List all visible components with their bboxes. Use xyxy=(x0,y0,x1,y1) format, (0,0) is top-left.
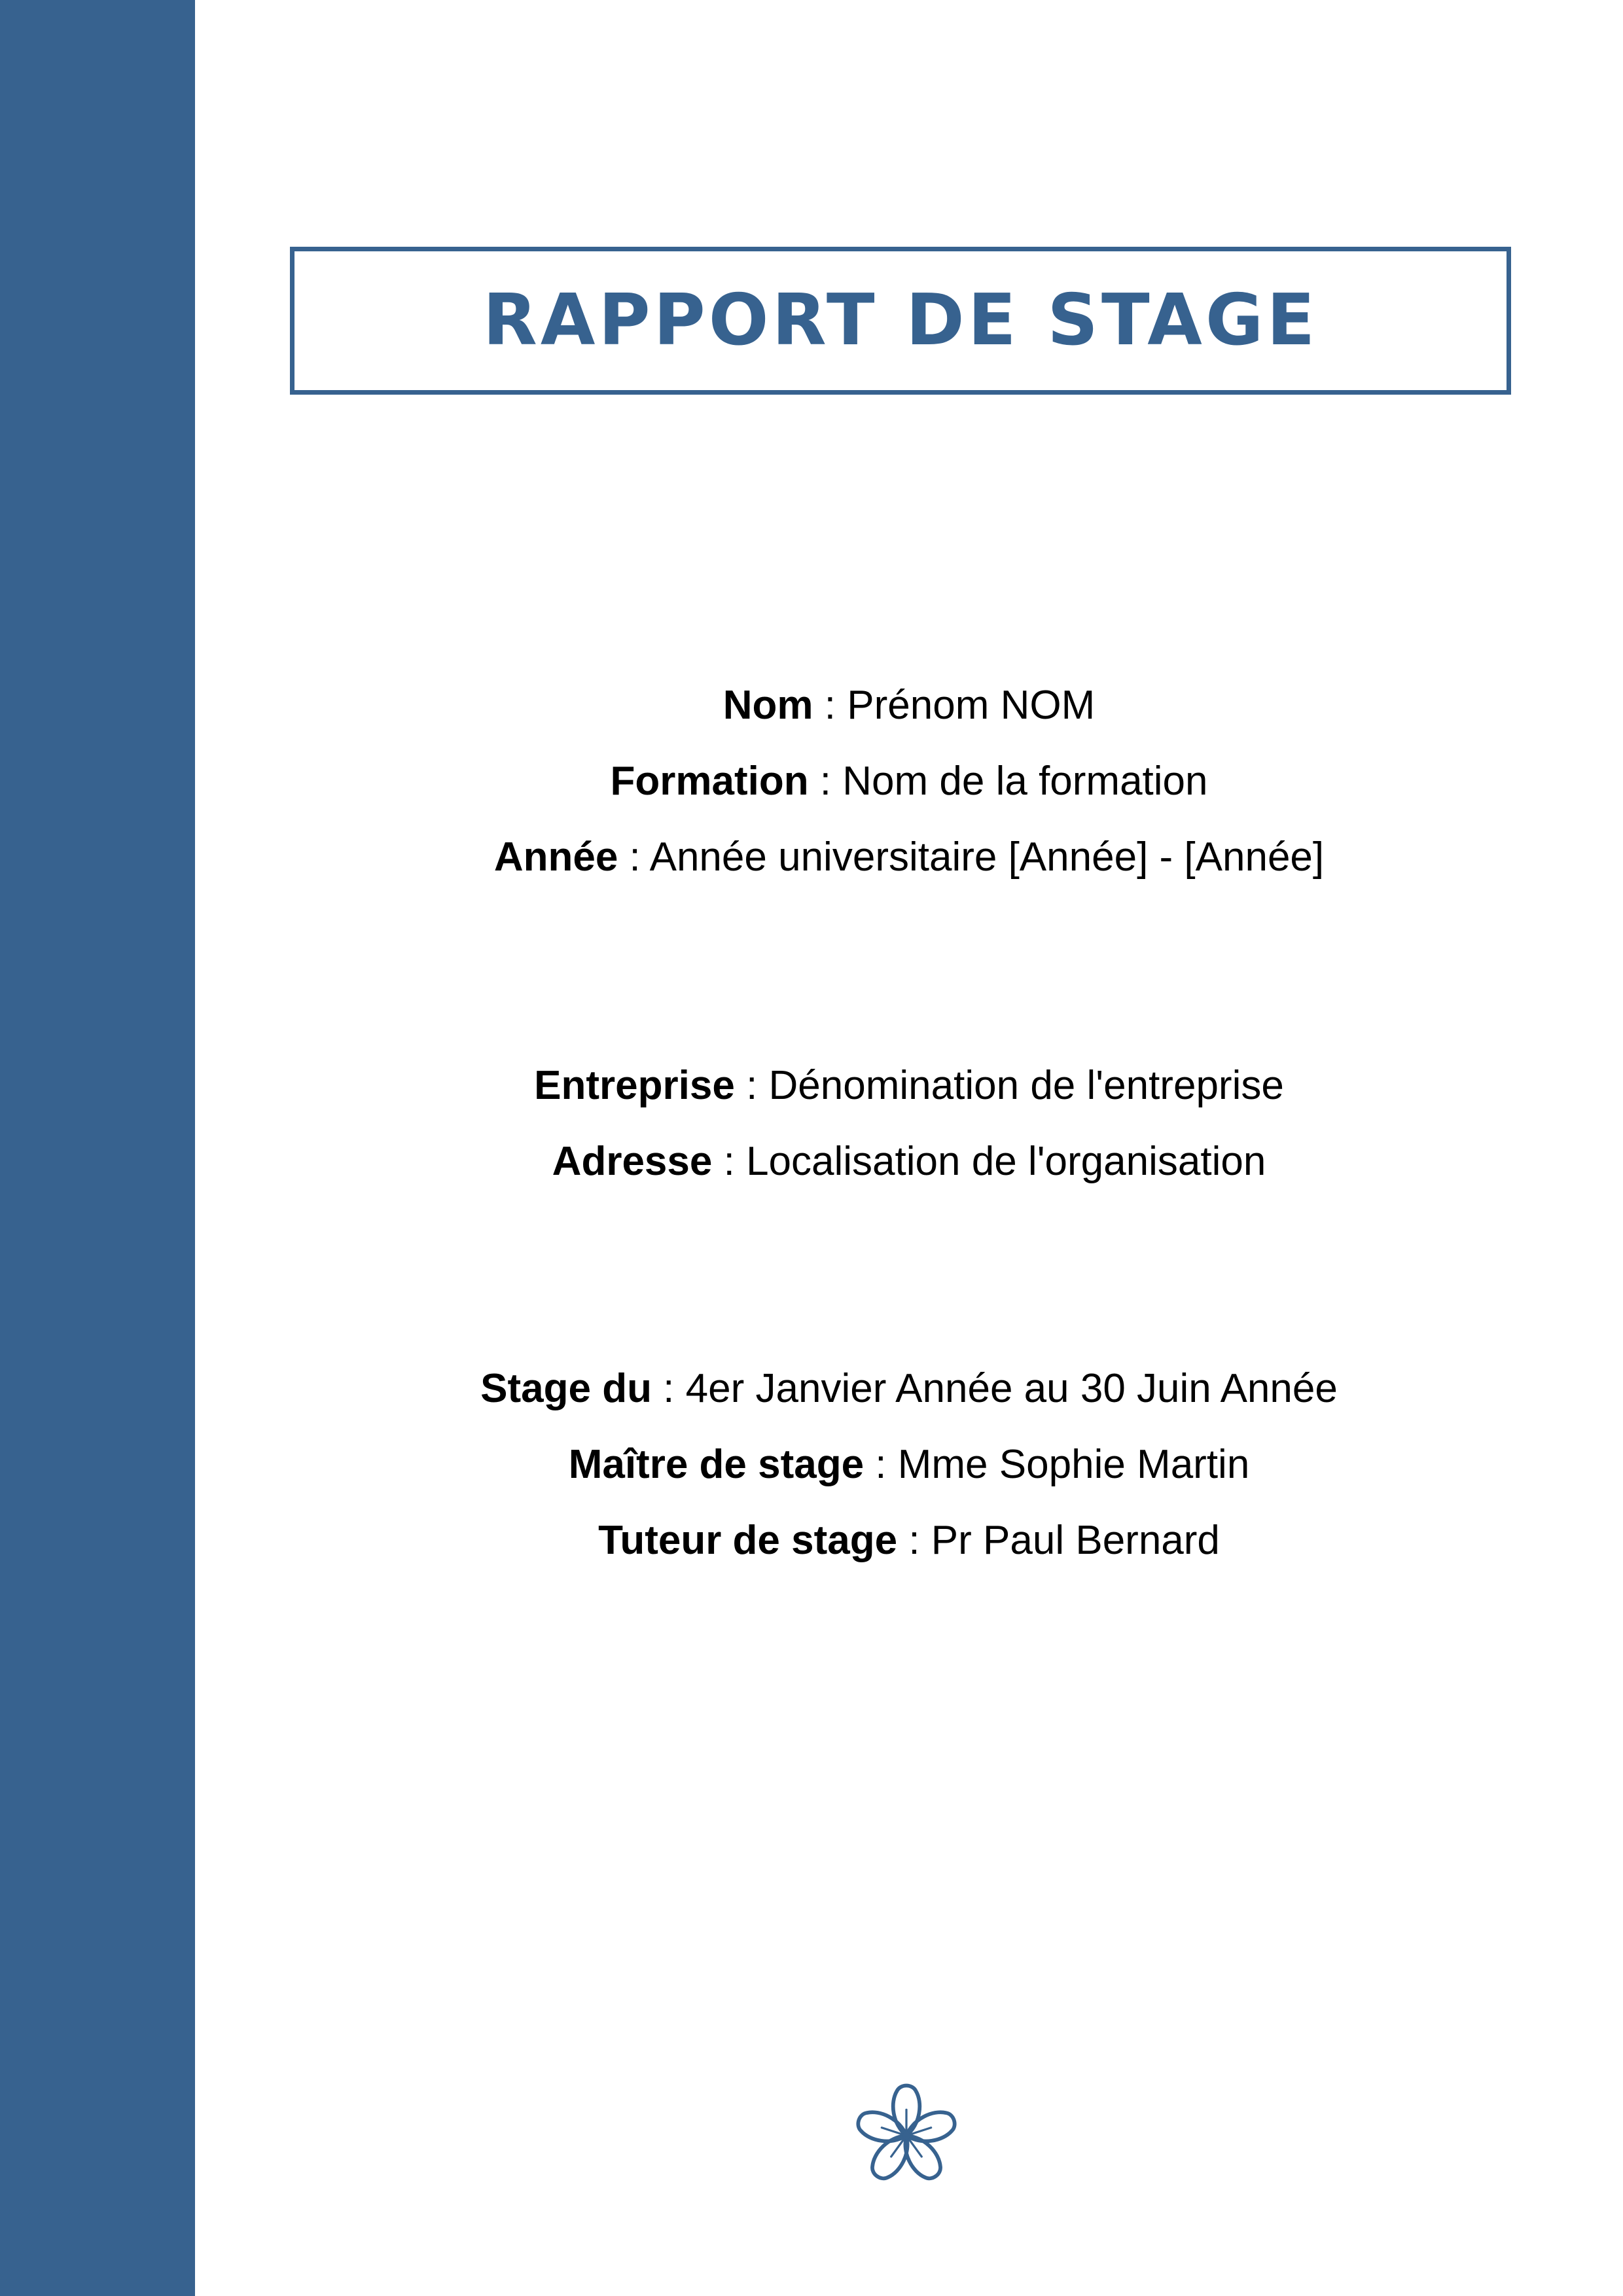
formation-line xyxy=(195,744,1623,819)
separator: : xyxy=(808,759,843,804)
tuteur-value: Pr Paul Bernard xyxy=(931,1518,1220,1563)
annee-label: Année xyxy=(493,834,618,880)
separator: : xyxy=(734,1063,769,1108)
page-title: RAPPORT DE STAGE xyxy=(482,279,1319,361)
entreprise-label: Entreprise xyxy=(534,1063,735,1108)
sidebar-band xyxy=(0,0,195,2296)
separator: : xyxy=(864,1442,898,1487)
company-info xyxy=(195,1048,1623,1200)
maitre-label: Maître de stage xyxy=(568,1442,865,1487)
stage-label: Stage du xyxy=(480,1366,652,1411)
separator: : xyxy=(712,1139,747,1184)
nom-line xyxy=(195,668,1623,744)
separator: : xyxy=(813,683,847,728)
formation-label: Formation xyxy=(610,759,809,804)
formation-value: Nom de la formation xyxy=(842,759,1208,804)
annee-value: Année universitaire [Année] - [Année] xyxy=(649,834,1325,880)
flower-icon xyxy=(847,2077,965,2195)
adresse-label: Adresse xyxy=(552,1139,713,1184)
adresse-line xyxy=(195,1124,1623,1200)
tuteur-label: Tuteur de stage xyxy=(598,1518,898,1563)
separator: : xyxy=(618,834,650,880)
nom-label: Nom xyxy=(722,683,813,728)
separator: : xyxy=(897,1518,931,1563)
title-box xyxy=(290,247,1511,395)
maitre-line xyxy=(195,1427,1623,1503)
stage-line xyxy=(195,1351,1623,1427)
nom-value: Prénom NOM xyxy=(847,683,1096,728)
separator: : xyxy=(651,1366,686,1411)
annee-line xyxy=(195,819,1623,895)
adresse-value: Localisation de l'organisation xyxy=(746,1139,1266,1184)
tuteur-line xyxy=(195,1503,1623,1579)
entreprise-line xyxy=(195,1048,1623,1124)
student-info xyxy=(195,668,1623,895)
internship-info xyxy=(195,1351,1623,1579)
entreprise-value: Dénomination de l'entreprise xyxy=(768,1063,1284,1108)
stage-value: 4er Janvier Année au 30 Juin Année xyxy=(685,1366,1338,1411)
maitre-value: Mme Sophie Martin xyxy=(897,1442,1250,1487)
